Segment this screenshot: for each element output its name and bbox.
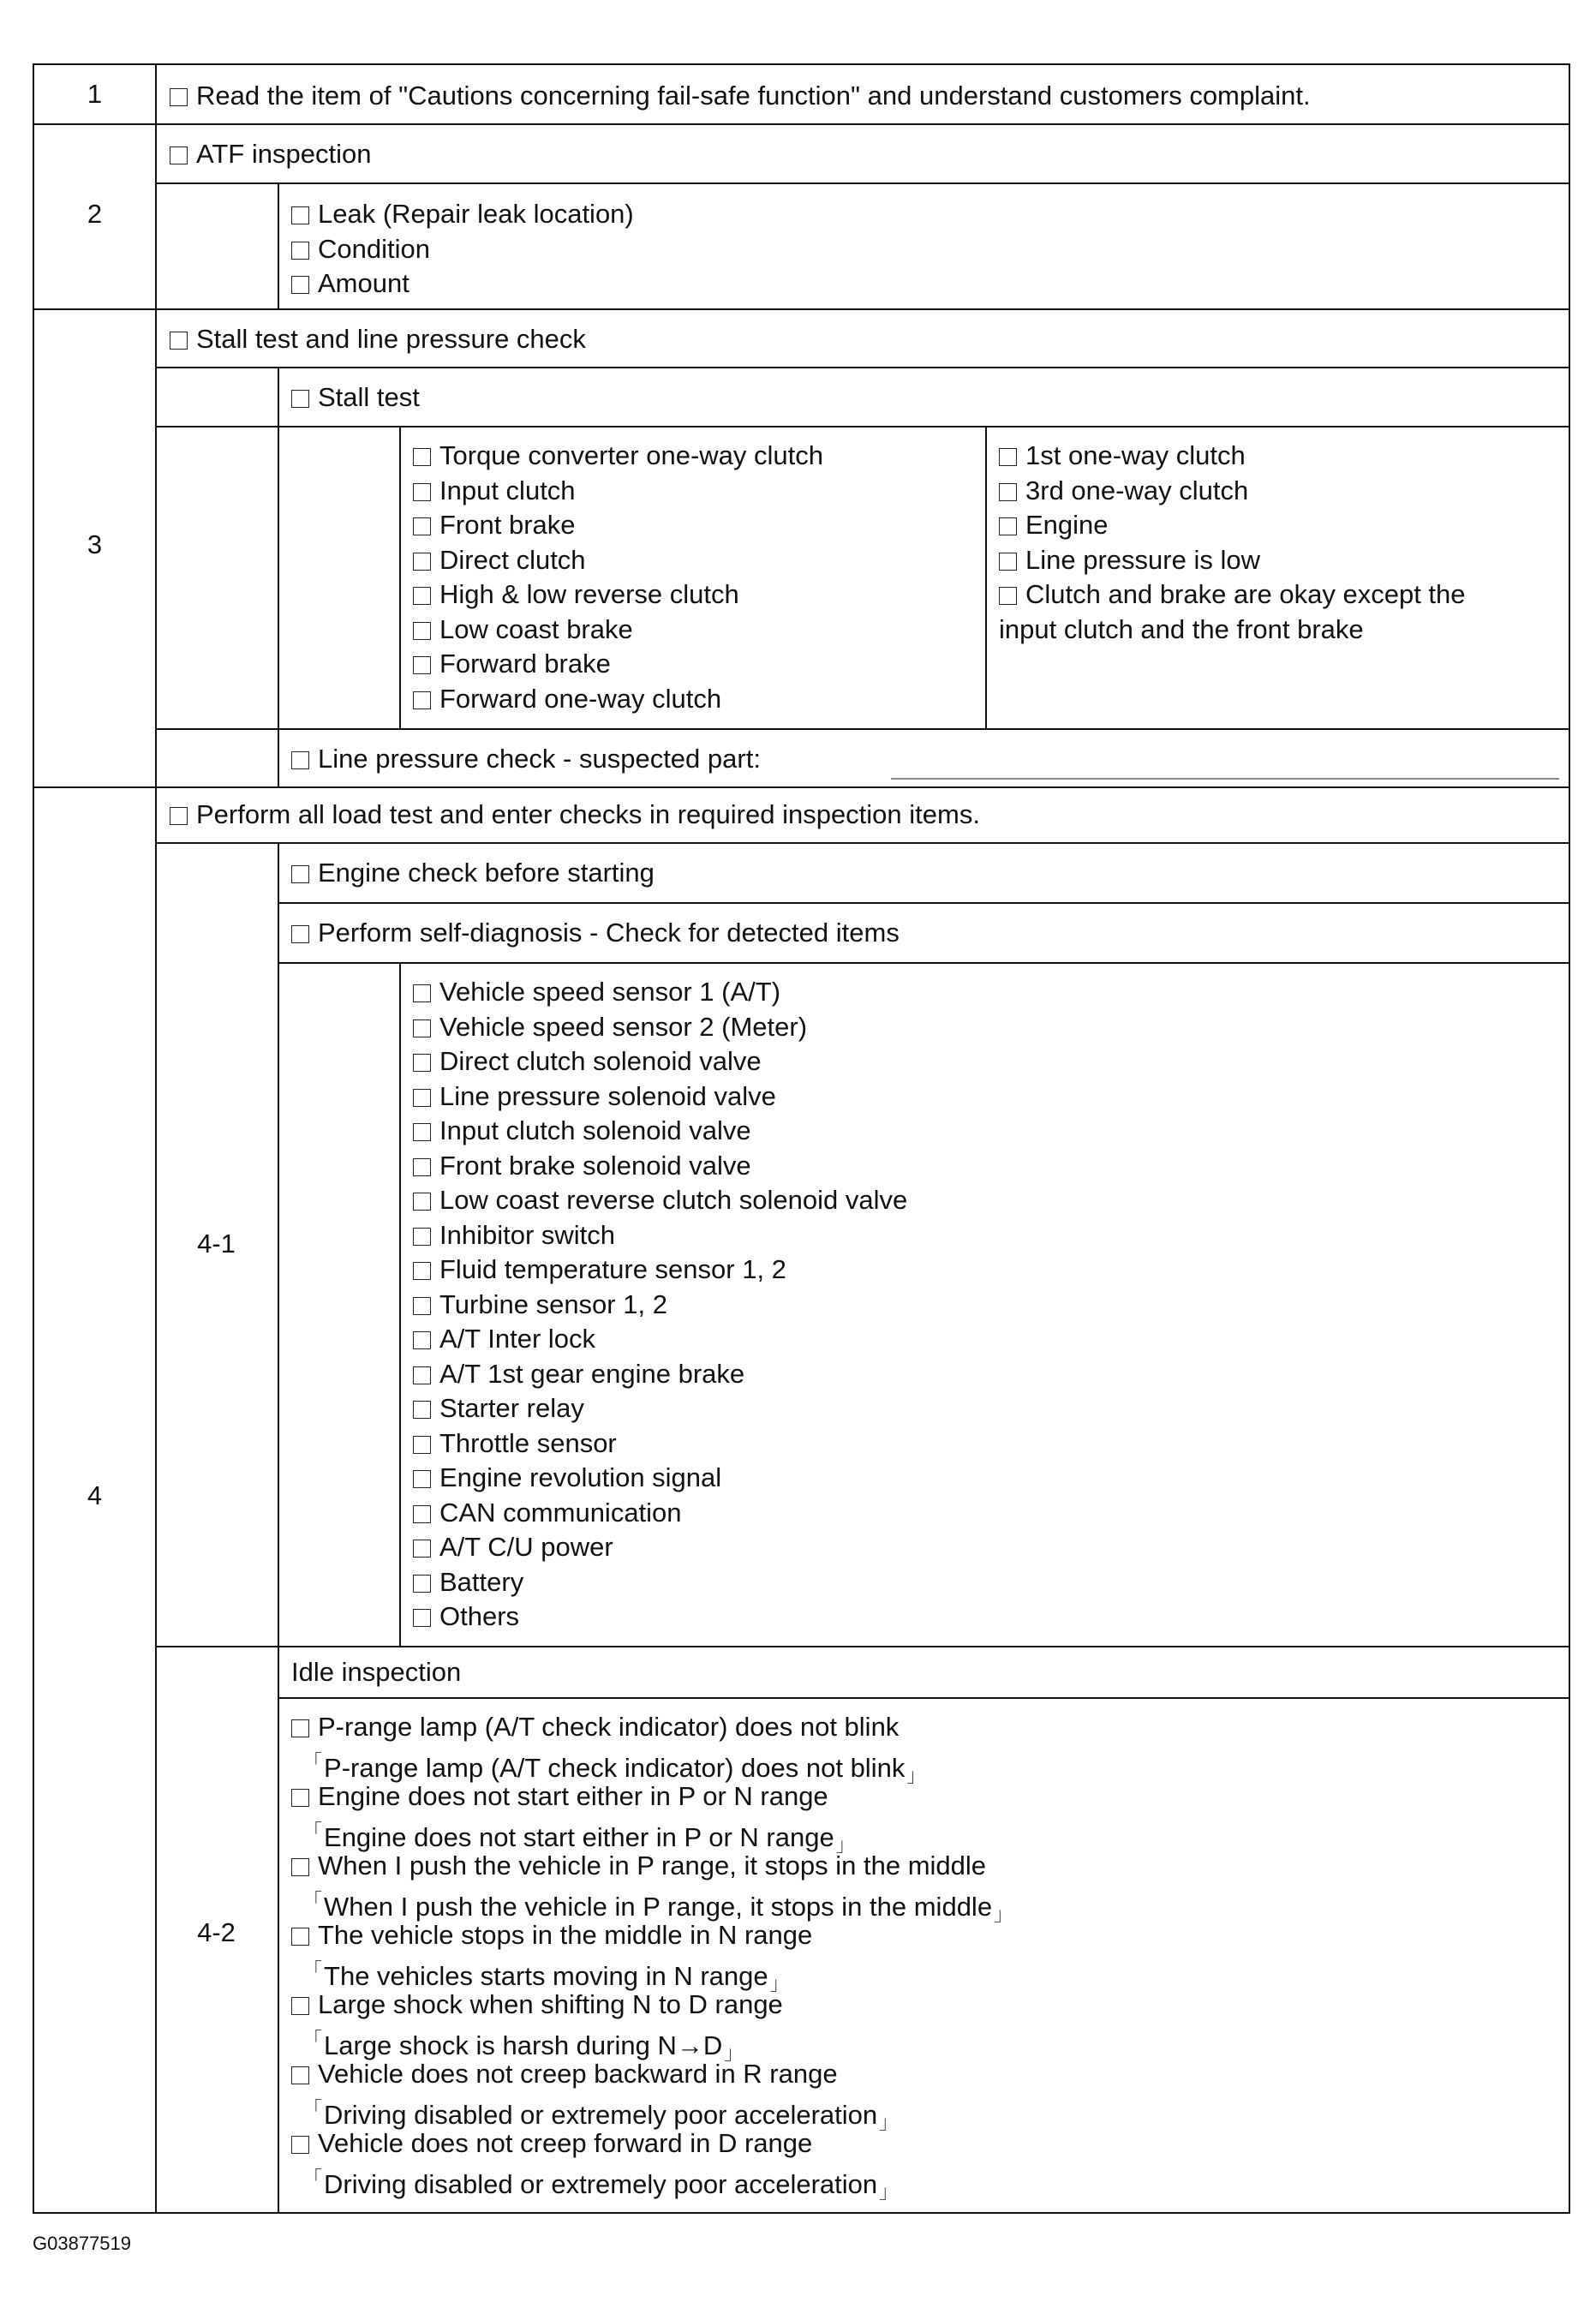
list-item[interactable]: [413, 1288, 907, 1323]
checkbox-icon: [170, 807, 188, 825]
list-item[interactable]: [413, 1218, 907, 1253]
checkbox-icon: [413, 1054, 431, 1072]
checkbox-icon: [413, 1123, 431, 1141]
item-label: High & low reverse clutch: [439, 579, 739, 609]
checkbox-icon: [413, 1193, 431, 1211]
checkbox-icon: [413, 1505, 431, 1523]
list-item[interactable]: [413, 577, 823, 613]
item-label: Line pressure solenoid valve: [439, 1080, 776, 1111]
item-label: Others: [439, 1601, 520, 1631]
list-item[interactable]: [413, 1565, 907, 1600]
checkbox-icon: [413, 587, 431, 605]
checkbox-icon: [413, 1609, 431, 1627]
item-label: Direct clutch: [439, 544, 586, 575]
item-label: Forward one-way clutch: [439, 683, 722, 714]
list-item[interactable]: [413, 1530, 907, 1565]
step-3-title[interactable]: [170, 322, 586, 356]
list-item[interactable]: [291, 1988, 1013, 2023]
idle-items: [291, 1710, 1013, 2199]
step-2-number: 2: [87, 199, 103, 229]
checkbox-icon: [413, 517, 431, 535]
item-label: Starter relay: [439, 1393, 584, 1423]
list-item[interactable]: [291, 2126, 1013, 2162]
item-label: 3rd one-way clutch: [1025, 475, 1249, 505]
checkbox-icon: [291, 2066, 309, 2084]
item-label: When I push the vehicle in P range, it stops in the middle: [318, 1851, 987, 1880]
item-quote: 「 When I push the vehicle in P range, it stops in the middle 」: [303, 1892, 1013, 1922]
list-item[interactable]: [291, 1779, 1013, 1815]
item-quote: 「 The vehicles starts moving in N range 」: [303, 1961, 789, 1991]
list-item[interactable]: [413, 647, 823, 682]
item-label: Front brake: [439, 510, 576, 540]
item-label: Direct clutch solenoid valve: [439, 1046, 762, 1076]
suspected-part-blank: [891, 778, 1559, 780]
item-label: Inhibitor switch: [439, 1219, 616, 1250]
rule-s3-title-bottom: [155, 367, 1569, 368]
step-2-title[interactable]: [170, 137, 371, 171]
checkbox-icon: [170, 146, 188, 164]
rule-row1-bottom: [34, 123, 1569, 125]
checkbox-icon: [413, 1262, 431, 1280]
checkbox-icon: [291, 1789, 309, 1807]
step-1-number: 1: [87, 79, 103, 109]
step-4-title[interactable]: [170, 798, 980, 832]
list-item[interactable]: [291, 266, 634, 302]
step-4-1-number: 4-1: [197, 1229, 236, 1259]
checkbox-icon: [999, 553, 1017, 571]
item-label: Turbine sensor 1, 2: [439, 1289, 667, 1319]
list-item[interactable]: [413, 1114, 907, 1149]
list-item[interactable]: [413, 1391, 907, 1426]
item-label: Vehicle speed sensor 1 (A/T): [439, 977, 781, 1007]
item-label: Line pressure is low: [1025, 544, 1260, 575]
self-diagnosis-text: Perform self-diagnosis - Check for detected items: [318, 918, 900, 948]
self-diag-items: [413, 975, 907, 1635]
checkbox-icon: [413, 448, 431, 466]
list-item[interactable]: [999, 474, 1466, 509]
item-label: CAN communication: [439, 1497, 682, 1528]
rule-s2-title-bottom: [155, 182, 1569, 184]
checkbox-icon: [413, 1436, 431, 1454]
list-item[interactable]: [413, 975, 907, 1010]
step-3-number: 3: [87, 529, 103, 559]
checkbox-icon: [413, 1401, 431, 1419]
checkbox-icon: [413, 483, 431, 501]
list-item[interactable]: [291, 1710, 1013, 1745]
checkbox-icon: [170, 88, 188, 106]
checkbox-icon: [413, 1089, 431, 1107]
checkbox-icon: [413, 1158, 431, 1176]
list-item[interactable]: [413, 1461, 907, 1496]
rule-selfdiag-bottom: [278, 962, 1569, 964]
checkbox-icon: [291, 925, 309, 943]
item-label: The vehicle stops in the middle in N range: [318, 1920, 813, 1950]
rule-s2-sub: [278, 182, 279, 308]
list-item[interactable]: [413, 543, 823, 578]
list-item[interactable]: [413, 1496, 907, 1531]
item-label: P-range lamp (A/T check indicator) does not blink: [318, 1712, 900, 1742]
item-quote: 「 Engine does not start either in P or N range 」: [303, 1822, 855, 1852]
item-label: Engine does not start either in P or N range: [318, 1781, 828, 1811]
list-item[interactable]: [413, 1357, 907, 1392]
item-label: A/T 1st gear engine brake: [439, 1358, 745, 1389]
line-pressure-text: Line pressure check - suspected part:: [318, 744, 761, 774]
item-label: Low coast brake: [439, 613, 633, 644]
item-quote: 「 Driving disabled or extremely poor acceleration 」: [303, 2100, 898, 2130]
stall-right-items: [999, 439, 1466, 647]
list-item[interactable]: [999, 439, 1466, 474]
checkbox-icon: [413, 1540, 431, 1558]
rule-s4-title-bottom: [155, 842, 1569, 844]
checkbox-icon: [291, 206, 309, 224]
item-label: A/T Inter lock: [439, 1324, 596, 1354]
engine-check-text: Engine check before starting: [318, 858, 655, 888]
list-item[interactable]: [413, 1010, 907, 1045]
list-item[interactable]: [413, 1253, 907, 1288]
checkbox-icon: [291, 242, 309, 260]
item-label: Vehicle does not creep backward in R range: [318, 2059, 838, 2089]
checkbox-icon: [291, 1928, 309, 1946]
rule-num-col: [155, 65, 157, 2212]
item-quote: 「 Large shock is harsh during N→D 」: [303, 2030, 743, 2060]
item-label: Throttle sensor: [439, 1427, 617, 1458]
list-item[interactable]: [999, 577, 1466, 613]
rule-idle-bottom: [278, 1697, 1569, 1699]
item-label: Large shock when shifting N to D range: [318, 1989, 783, 2019]
checkbox-icon: [291, 390, 309, 408]
checkbox-icon: [413, 984, 431, 1002]
list-item[interactable]: [413, 1599, 907, 1635]
rule-stall-sub: [399, 426, 401, 728]
item-label: Front brake solenoid valve: [439, 1150, 751, 1181]
item-label: Amount: [318, 268, 409, 298]
list-item[interactable]: [291, 232, 634, 267]
step-2-title-text: ATF inspection: [196, 139, 372, 169]
list-item[interactable]: [413, 613, 823, 648]
item-label: 1st one-way clutch: [1025, 440, 1246, 470]
list-item[interactable]: [291, 1849, 1013, 1884]
item-label: Input clutch: [439, 475, 576, 505]
item-label: Clutch and brake are okay except the: [1025, 579, 1466, 609]
item-label: Input clutch solenoid valve: [439, 1115, 751, 1145]
rule-s4-sub: [278, 842, 279, 2212]
stall-left-items: [413, 439, 823, 716]
step-4-2-number: 4-2: [197, 1917, 236, 1947]
item-label: Condition: [318, 233, 430, 264]
list-item[interactable]: [999, 508, 1466, 543]
list-item[interactable]: [291, 2057, 1013, 2092]
checkbox-icon: [291, 1858, 309, 1876]
checkbox-icon: [291, 751, 309, 769]
rule-s3-sub: [278, 367, 279, 786]
item-label: Forward brake: [439, 649, 611, 679]
line-pressure-check[interactable]: [291, 742, 761, 776]
checkbox-icon: [291, 1997, 309, 2015]
atf-items: [291, 197, 634, 302]
list-item[interactable]: [413, 1079, 907, 1115]
list-item[interactable]: [999, 543, 1466, 578]
rule-stall-items-bottom: [155, 728, 1569, 730]
document-id: G03877519: [33, 2233, 131, 2254]
checkbox-icon: [413, 691, 431, 709]
item-label: Torque converter one-way clutch: [439, 440, 824, 470]
stall-test[interactable]: [291, 380, 420, 415]
list-item[interactable]: [413, 474, 823, 509]
checkbox-icon: [413, 1019, 431, 1037]
list-item[interactable]: [413, 682, 823, 717]
list-item[interactable]: [413, 1044, 907, 1079]
list-item[interactable]: [413, 508, 823, 543]
checkbox-icon: [413, 1575, 431, 1593]
stall-test-text: Stall test: [318, 382, 420, 412]
rule-engine-bottom: [278, 902, 1569, 904]
item-label: Vehicle does not creep forward in D range: [318, 2128, 813, 2158]
checkbox-icon: [413, 1470, 431, 1488]
item-quote: 「 P-range lamp (A/T check indicator) does not blink 」: [303, 1753, 925, 1783]
rule-s41-bottom: [155, 1646, 1569, 1647]
list-item[interactable]: [413, 1149, 907, 1184]
checkbox-icon: [413, 1228, 431, 1246]
item-label: Low coast reverse clutch solenoid valve: [439, 1185, 908, 1215]
list-item[interactable]: [413, 439, 823, 474]
rule-stall-mid: [985, 426, 987, 728]
step-3-title-text: Stall test and line pressure check: [196, 324, 586, 354]
item-quote: 「 Driving disabled or extremely poor acceleration 」: [303, 2169, 898, 2199]
step-1-text: Read the item of "Cautions concerning fail-safe function" and understand customers complaint.: [196, 81, 1311, 111]
checklist-table: [33, 63, 1570, 2214]
checkbox-icon: [413, 1331, 431, 1349]
checkbox-icon: [413, 1366, 431, 1384]
item-label: Fluid temperature sensor 1, 2: [439, 1254, 786, 1284]
rule-s3-bottom: [34, 786, 1569, 788]
item-label: Leak (Repair leak location): [318, 199, 634, 229]
engine-check[interactable]: [291, 856, 655, 890]
step-4-title-text: Perform all load test and enter checks in required inspection items.: [196, 799, 980, 829]
list-item[interactable]: [413, 1322, 907, 1357]
checkbox-icon: [999, 587, 1017, 605]
checkbox-icon: [413, 553, 431, 571]
idle-inspection-title: Idle inspection: [291, 1657, 462, 1687]
list-item[interactable]: [413, 1426, 907, 1462]
checkbox-icon: [170, 332, 188, 350]
checkbox-icon: [291, 1719, 309, 1737]
checkbox-icon: [999, 448, 1017, 466]
self-diagnosis[interactable]: [291, 916, 900, 950]
rule-s2-bottom: [34, 308, 1569, 310]
checkbox-icon: [291, 865, 309, 883]
list-item[interactable]: [291, 1918, 1013, 1953]
checkbox-icon: [999, 517, 1017, 535]
list-item[interactable]: [413, 1183, 907, 1218]
item-label: Vehicle speed sensor 2 (Meter): [439, 1011, 808, 1042]
list-item-continuation: input clutch and the front brake: [999, 613, 1364, 644]
item-label: Battery: [439, 1566, 524, 1597]
step-4-number: 4: [87, 1480, 103, 1510]
item-label: A/T C/U power: [439, 1532, 613, 1562]
rule-stall-bottom: [155, 426, 1569, 428]
checkbox-icon: [413, 1297, 431, 1315]
item-label: Engine revolution signal: [439, 1462, 722, 1492]
step-1-item[interactable]: [170, 79, 1311, 113]
checkbox-icon: [413, 656, 431, 674]
checkbox-icon: [291, 276, 309, 294]
checkbox-icon: [291, 2136, 309, 2154]
rule-selfdiag-sub: [399, 962, 401, 1646]
checkbox-icon: [413, 622, 431, 640]
item-label: Engine: [1025, 510, 1109, 540]
checkbox-icon: [999, 483, 1017, 501]
list-item[interactable]: [291, 197, 634, 232]
